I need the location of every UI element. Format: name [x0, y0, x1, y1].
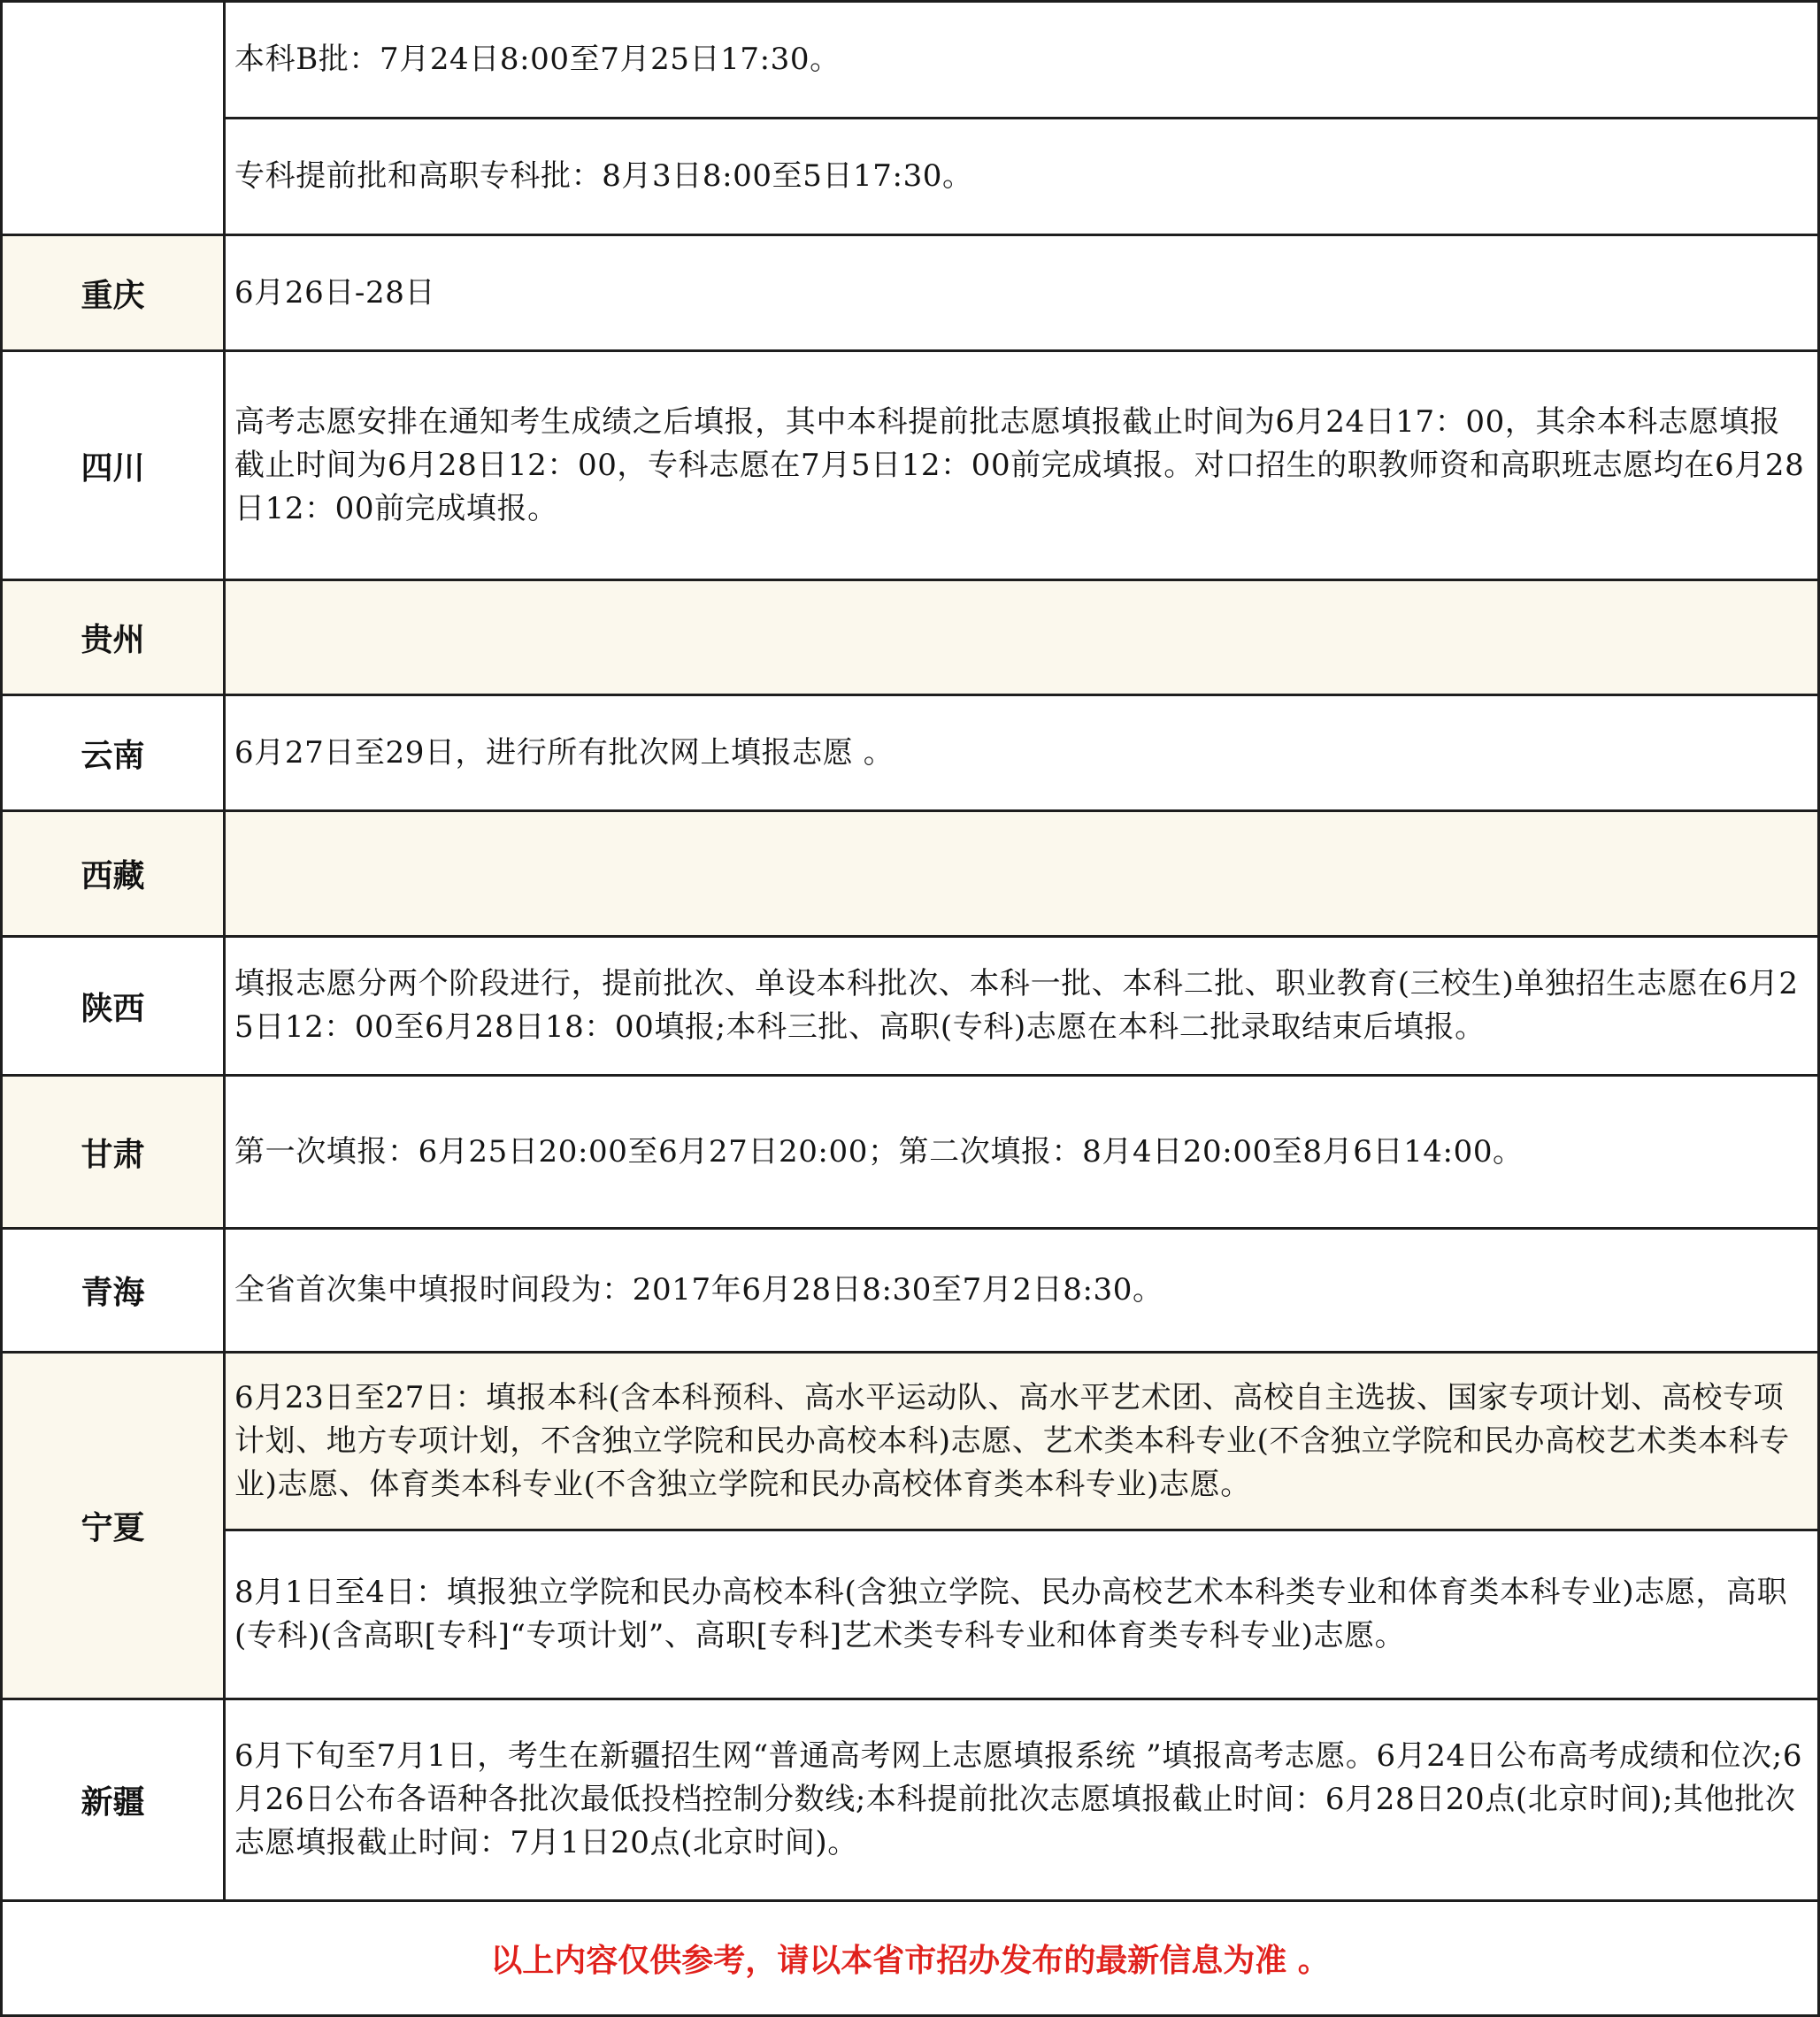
schedule-cell — [226, 1230, 1817, 1351]
schedule-cell-line-1 — [226, 3, 1817, 119]
schedule-text: 专科提前批和高职专科批：8月3日8:00至5日17:30。 — [234, 158, 973, 194]
table-row-yunnan — [3, 696, 1817, 812]
province-cell: 贵州 — [3, 581, 226, 694]
schedule-text: 高考志愿安排在通知考生成绩之后填报，其中本科提前批志愿填报截止时间为6月24日17：00，其余本科志愿填报截止时间为6月28日12：00，专科志愿在7月5日12：00前完成填报。对口招生的职教师资和高职班志愿均在6月28日12：00前完成填报。 — [234, 403, 1805, 526]
schedule-text: 全省首次集中填报时间段为：2017年6月28日8:30至7月2日8:30。 — [234, 1272, 1163, 1308]
province-cell: 新疆 — [3, 1700, 226, 1899]
table-row-shaanxi — [3, 938, 1817, 1077]
schedule-text: 6月23日至27日：填报本科(含本科预科、高水平运动队、高水平艺术团、高校自主选拔、国家专项计划、高校专项计划、地方专项计划，不含独立学院和民办高校本科)志愿、艺术类本科专业(不含独立学院和民办高校艺术类本科专业)志愿、体育类本科专业(不含独立学院和民办高校体育类本科专业)志愿。 — [234, 1379, 1790, 1502]
schedule-text: 本科B批：7月24日8:00至7月25日17:30。 — [234, 42, 841, 77]
schedule-cell — [226, 812, 1817, 935]
schedule-text: 6月26日-28日 — [234, 274, 436, 311]
province-cell: 云南 — [3, 696, 226, 809]
schedule-cell — [226, 352, 1817, 579]
province-cell: 宁夏 — [3, 1354, 226, 1698]
schedule-text: 6月下旬至7月1日，考生在新疆招生网“普通高考网上志愿填报系统 ”填报高考志愿。6月24日公布高考成绩和位次;6月26日公布各语种各批次最低投档控制分数线;本科提前批次志愿填报截止时间：6月28日20点(北京时间);其他批次志愿填报截止时间：7月1日20点(北京时间)。 — [234, 1738, 1803, 1860]
schedule-cell-line-1 — [226, 1354, 1817, 1531]
schedule-cell — [226, 938, 1817, 1074]
table-row-qinghai — [3, 1230, 1817, 1354]
province-cell: 青海 — [3, 1230, 226, 1351]
table-row-continued — [3, 3, 1817, 236]
schedule-cell — [226, 236, 1817, 349]
disclaimer-note: 以上内容仅供参考，请以本省市招办发布的最新信息为准 。 — [490, 1943, 1330, 1979]
schedule-text: 6月27日至29日，进行所有批次网上填报志愿 。 — [234, 734, 895, 771]
province-cell: 西藏 — [3, 812, 226, 935]
schedule-text: 填报志愿分两个阶段进行，提前批次、单设本科批次、本科一批、本科二批、职业教育(三校生)单独招生志愿在6月25日12：00至6月28日18：00填报;本科三批、高职(专科)志愿在本科二批录取结束后填报。 — [234, 966, 1799, 1045]
schedule-cell — [226, 696, 1817, 809]
province-cell: 甘肃 — [3, 1077, 226, 1227]
schedule-cell — [226, 1077, 1817, 1227]
table-row-sichuan — [3, 352, 1817, 581]
province-cell — [3, 3, 226, 234]
table-row-gansu — [3, 1077, 1817, 1230]
schedule-cell — [226, 1700, 1817, 1899]
table-row-footer — [3, 1902, 1817, 2014]
table-row-xizang — [3, 812, 1817, 938]
table-row-xinjiang — [3, 1700, 1817, 1902]
province-cell: 陕西 — [3, 938, 226, 1074]
schedule-cell-line-2 — [226, 119, 1817, 234]
province-cell: 四川 — [3, 352, 226, 579]
table-row-chongqing — [3, 236, 1817, 352]
table-row-ningxia — [3, 1354, 1817, 1700]
schedule-text: 8月1日至4日：填报独立学院和民办高校本科(含独立学院、民办高校艺术本科类专业和体育类本科专业)志愿，高职(专科)(含高职[专科]“专项计划”、高职[专科]艺术类专科专业和体育类专科专业)志愿。 — [234, 1575, 1788, 1653]
schedule-cell — [226, 581, 1817, 694]
schedule-text: 第一次填报：6月25日20:00至6月27日20:00；第二次填报：8月4日20:00至8月6日14:00。 — [234, 1133, 1524, 1170]
province-cell: 重庆 — [3, 236, 226, 349]
schedule-cell-line-2 — [226, 1531, 1817, 1698]
table-row-guizhou — [3, 581, 1817, 696]
